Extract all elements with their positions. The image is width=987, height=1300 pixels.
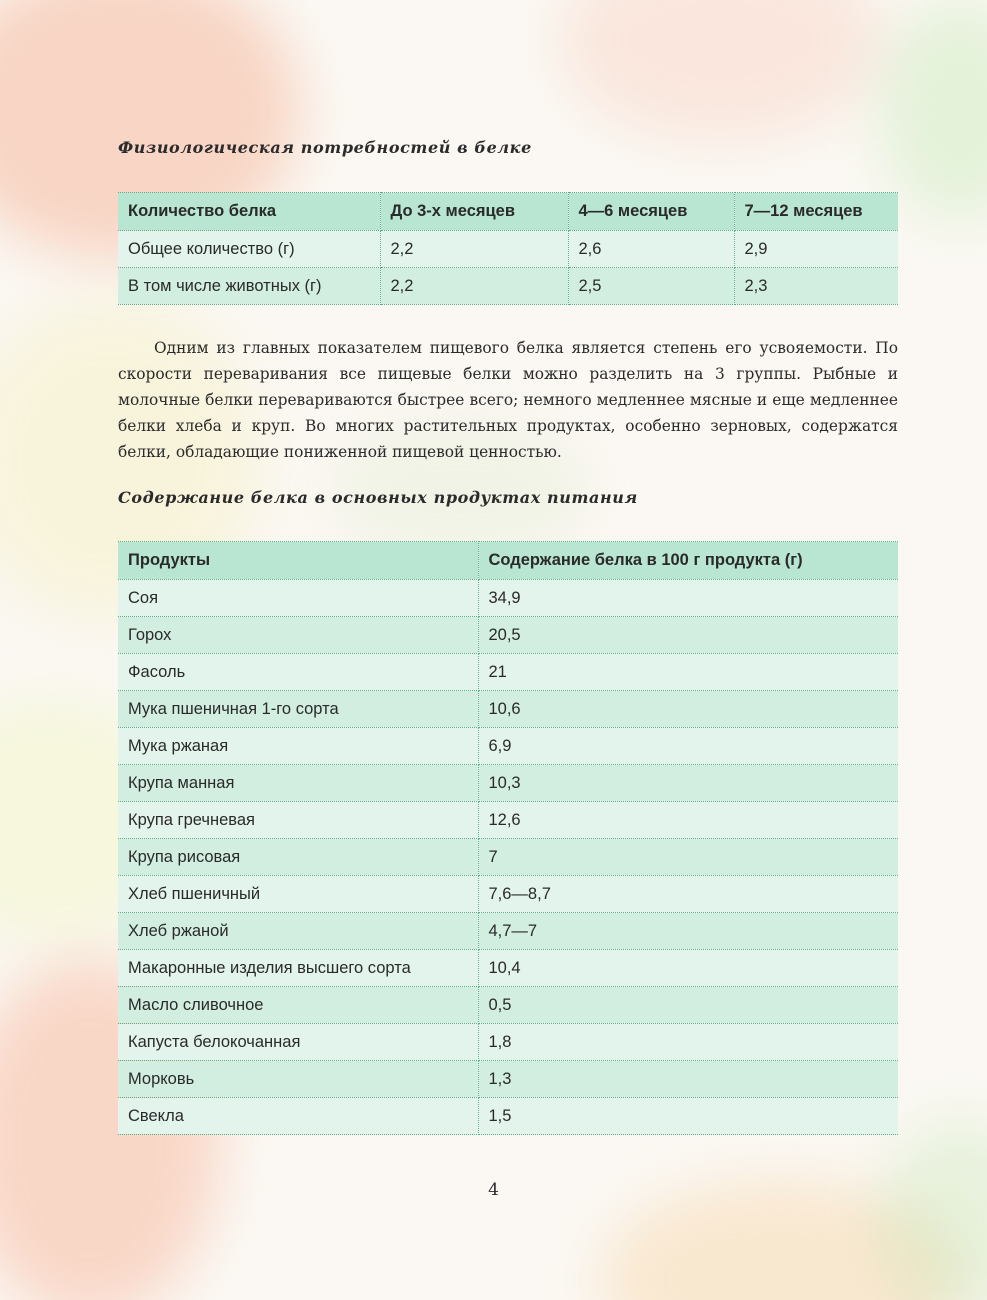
table-row bbox=[118, 231, 898, 268]
product-name-cell: Свекла bbox=[118, 1098, 478, 1135]
protein-value-cell: 7,6—8,7 bbox=[478, 876, 898, 913]
header-cell: Содержание белка в 100 г продукта (г) bbox=[478, 542, 898, 580]
product-name-cell: Фасоль bbox=[118, 654, 478, 691]
table-row bbox=[118, 691, 898, 728]
body-paragraph: Одним из главных показателем пищевого белка является степень его усвояемости. По скорости переваривания все пищевые белки можно разделить на 3 группы. Рыбные и молочные белки перевариваются быстрее всего; немного медленнее мясные и еще медленнее белки хлеба и круп. Во многих растительных продуктах, особенно зерновых, содержатся белки, обладающие пониженной пищевой ценностью. bbox=[118, 339, 898, 461]
table-cell: 2,2 bbox=[380, 268, 568, 305]
protein-value-cell: 0,5 bbox=[478, 987, 898, 1024]
protein-value-cell: 12,6 bbox=[478, 802, 898, 839]
table-cell: 2,5 bbox=[568, 268, 734, 305]
table-row bbox=[118, 268, 898, 305]
table-cell: Общее количество (г) bbox=[118, 231, 380, 268]
product-name-cell: Мука пшеничная 1-го сорта bbox=[118, 691, 478, 728]
table-header-row bbox=[118, 542, 898, 580]
section1-title: Физиологическая потребностей в белке bbox=[118, 138, 532, 157]
protein-value-cell: 6,9 bbox=[478, 728, 898, 765]
protein-value-cell: 4,7—7 bbox=[478, 913, 898, 950]
product-name-cell: Капуста белокочанная bbox=[118, 1024, 478, 1061]
product-name-cell: Крупа гречневая bbox=[118, 802, 478, 839]
protein-content-table bbox=[118, 541, 898, 1135]
table-cell: 2,2 bbox=[380, 231, 568, 268]
header-cell: До 3-х месяцев bbox=[380, 193, 568, 231]
header-cell: 4—6 месяцев bbox=[568, 193, 734, 231]
product-name-cell: Хлеб пшеничный bbox=[118, 876, 478, 913]
product-name-cell: Горох bbox=[118, 617, 478, 654]
table-row bbox=[118, 950, 898, 987]
table-header-row bbox=[118, 193, 898, 231]
table-row bbox=[118, 1024, 898, 1061]
product-name-cell: Мука ржаная bbox=[118, 728, 478, 765]
protein-value-cell: 20,5 bbox=[478, 617, 898, 654]
header-cell: Количество белка bbox=[118, 193, 380, 231]
table-cell: 2,6 bbox=[568, 231, 734, 268]
table-row bbox=[118, 913, 898, 950]
product-name-cell: Крупа рисовая bbox=[118, 839, 478, 876]
table-row bbox=[118, 987, 898, 1024]
protein-value-cell: 1,3 bbox=[478, 1061, 898, 1098]
section2-title: Содержание белка в основных продуктах питания bbox=[118, 488, 638, 507]
table-row bbox=[118, 617, 898, 654]
product-name-cell: Соя bbox=[118, 580, 478, 617]
table-row bbox=[118, 580, 898, 617]
table-row bbox=[118, 1098, 898, 1135]
protein-value-cell: 1,5 bbox=[478, 1098, 898, 1135]
table-row bbox=[118, 1061, 898, 1098]
protein-need-table bbox=[118, 192, 898, 305]
table-row bbox=[118, 876, 898, 913]
products-table-body bbox=[118, 580, 898, 1135]
product-name-cell: Макаронные изделия высшего сорта bbox=[118, 950, 478, 987]
table-row bbox=[118, 802, 898, 839]
protein-value-cell: 10,3 bbox=[478, 765, 898, 802]
page-number: 4 bbox=[488, 1180, 499, 1200]
header-cell: 7—12 месяцев bbox=[734, 193, 898, 231]
table-row bbox=[118, 654, 898, 691]
product-name-cell: Масло сливочное bbox=[118, 987, 478, 1024]
protein-value-cell: 10,4 bbox=[478, 950, 898, 987]
table-row bbox=[118, 765, 898, 802]
table-cell: 2,3 bbox=[734, 268, 898, 305]
table-row bbox=[118, 728, 898, 765]
protein-value-cell: 1,8 bbox=[478, 1024, 898, 1061]
table-row bbox=[118, 839, 898, 876]
protein-value-cell: 10,6 bbox=[478, 691, 898, 728]
product-name-cell: Морковь bbox=[118, 1061, 478, 1098]
protein-value-cell: 21 bbox=[478, 654, 898, 691]
table-cell: В том числе животных (г) bbox=[118, 268, 380, 305]
protein-value-cell: 7 bbox=[478, 839, 898, 876]
product-name-cell: Крупа манная bbox=[118, 765, 478, 802]
product-name-cell: Хлеб ржаной bbox=[118, 913, 478, 950]
table-cell: 2,9 bbox=[734, 231, 898, 268]
header-cell: Продукты bbox=[118, 542, 478, 580]
protein-value-cell: 34,9 bbox=[478, 580, 898, 617]
